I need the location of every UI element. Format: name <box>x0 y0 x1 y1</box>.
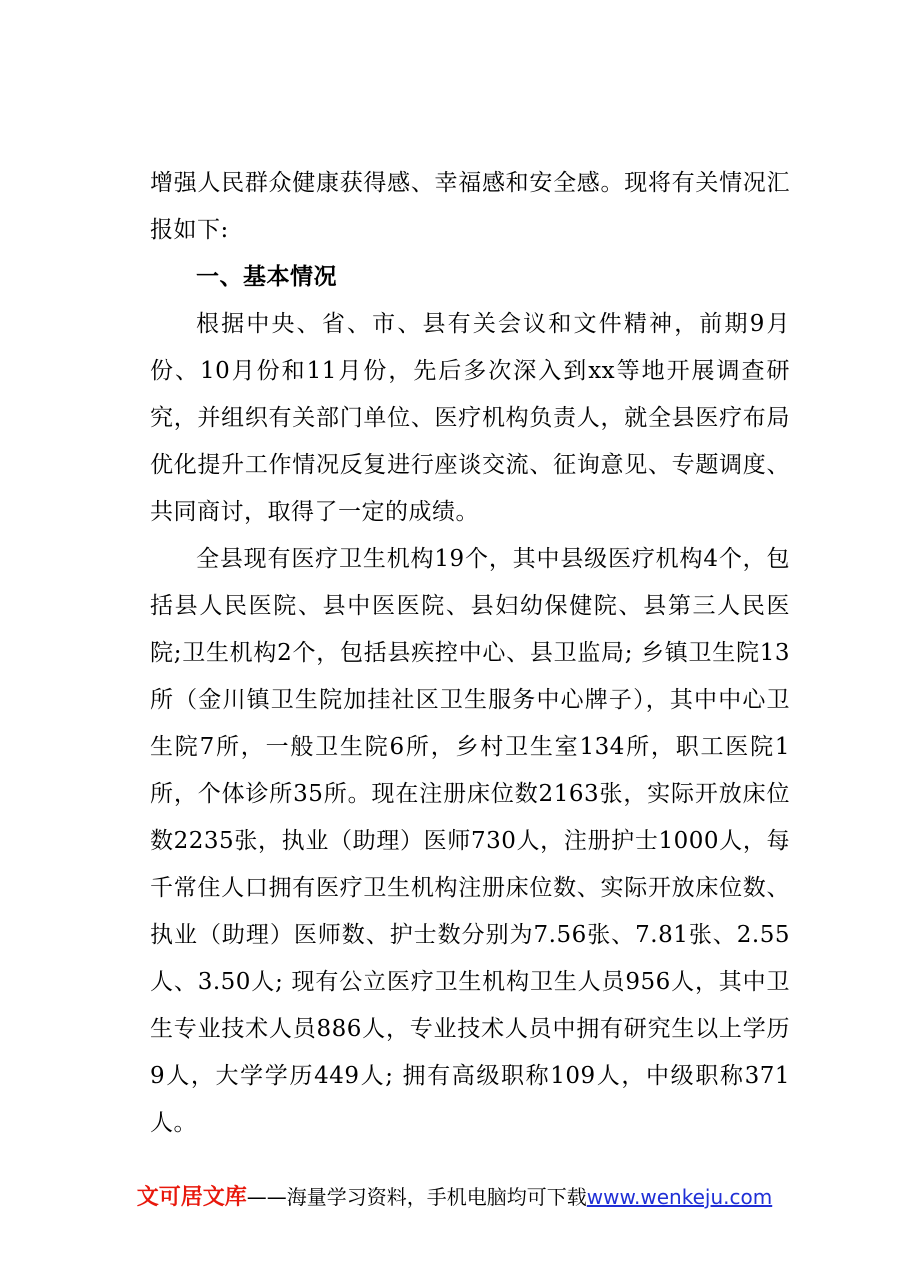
footer-website-link[interactable]: www.wenkeju.com <box>586 1185 773 1209</box>
paragraph-intro-continuation: 增强人民群众健康获得感、幸福感和安全感。现将有关情况汇报如下: <box>150 170 790 243</box>
document-body <box>150 160 790 1147</box>
paragraph-research-summary: 根据中央、省、市、县有关会议和文件精神，前期9月份、10月份和11月份，先后多次深入到xx等地开展调查研究，并组织有关部门单位、医疗机构负责人，就全县医疗布局优化提升工作情况反复进行座谈交流、征询意见、专题调度、共同商讨，取得了一定的成绩。 <box>150 311 790 525</box>
footer-brand: 文可居文库 <box>136 1185 247 1210</box>
paragraph-medical-institutions-statistics: 全县现有医疗卫生机构19个，其中县级医疗机构4个，包括县人民医院、县中医医院、县妇幼保健院、县第三人民医院;卫生机构2个，包括县疾控中心、县卫监局; 乡镇卫生院13所（金川镇卫生院加挂社区卫生服务中心牌子），其中中心卫生院7所，一般卫生院6所，乡村卫生室134所，职工医院1所，个体诊所35所。现在注册床位数2163张，实际开放床位数2235张，执业（助理）医师730人，注册护士1000人，每千常住人口拥有医疗卫生机构注册床位数、实际开放床位数、执业（助理）医师数、护士数分别为7.56张、7.81张、2.55人、3.50人; 现有公立医疗卫生机构卫生人员956人，其中卫生专业技术人员886人，专业技术人员中拥有研究生以上学历9人，大学学历449人; 拥有高级职称109人，中级职称371人。 <box>150 546 790 1136</box>
section-heading-basic-situation: 一、基本情况 <box>196 264 337 290</box>
footer-tagline: ——海量学习资料，手机电脑均可下载 <box>246 1185 587 1209</box>
footer-banner <box>0 1180 909 1211</box>
